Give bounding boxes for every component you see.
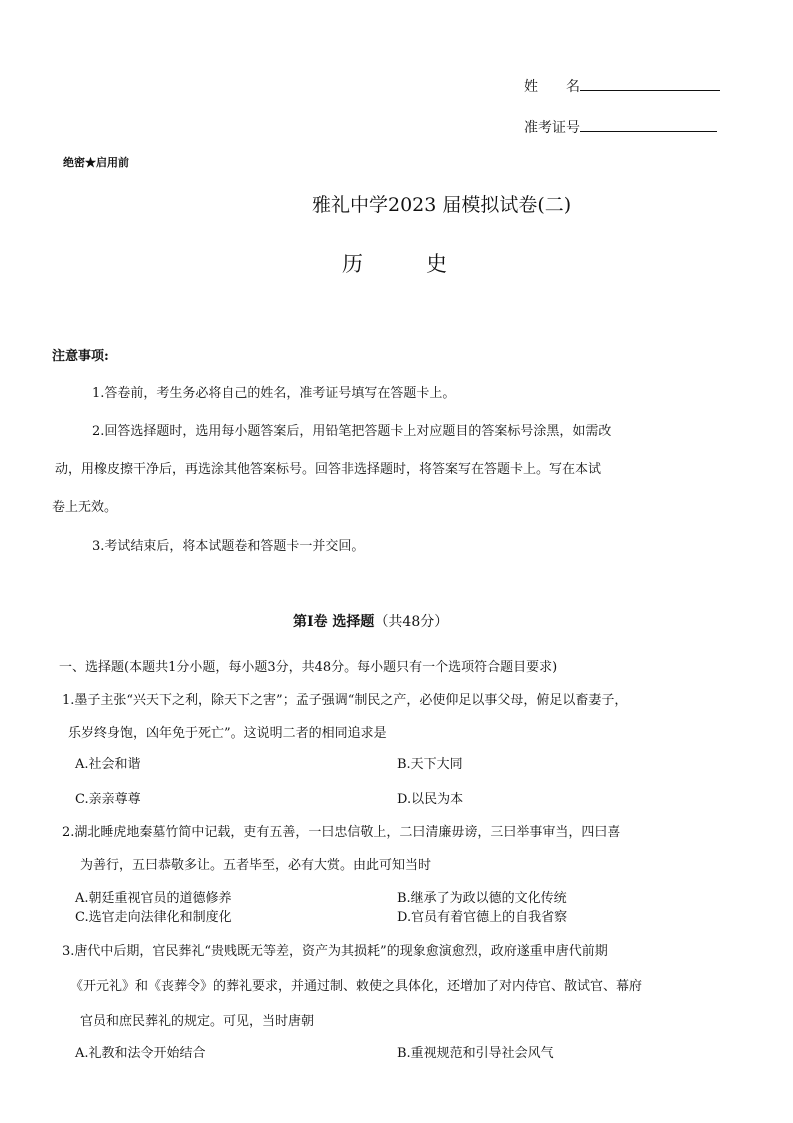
exam-id-field-row: [524, 117, 717, 137]
q3-option-a: A.礼教和法令开始结合: [75, 1046, 206, 1061]
secret-mark: 绝密★启用前: [63, 156, 129, 169]
note-item-1: 1.答卷前，考生务必将自己的姓名，准考证号填写在答题卡上。: [92, 386, 456, 401]
note-item-2-line-3: 卷上无效。: [52, 500, 118, 515]
section-title: 第Ⅰ卷 选择题: [293, 614, 375, 630]
exam-id-fill-line: [580, 117, 717, 132]
q1-option-c: C.亲亲尊尊: [75, 792, 141, 807]
q1-option-b: B.天下大同: [397, 757, 463, 772]
name-fill-line: [580, 76, 720, 91]
name-label: 姓 名: [524, 79, 580, 95]
section-title-row: [293, 611, 448, 631]
section-instruction: 一、选择题(本题共1分小题，每小题3分，共48分。每小题只有一个选项符合题目要求): [59, 660, 558, 675]
q3-stem-line-2: 《开元礼》和《丧葬令》的葬礼要求，并通过制、敕使之具体化，还增加了对内侍官、散试官、幕府: [70, 979, 643, 994]
exam-title: 雅礼中学2023 届模拟试卷(二): [312, 194, 572, 216]
q2-stem-line-1: 2.湖北睡虎地秦墓竹简中记载，吏有五善，一曰忠信敬上，二曰清廉毋谤，三曰举事审当，四曰喜: [62, 825, 621, 840]
q1-stem-line-2: 乐岁终身饱，凶年免于死亡”。这说明二者的相同追求是: [68, 726, 387, 741]
q2-option-d: D.官员有着官德上的自我省察: [397, 910, 568, 925]
q1-option-a: A.社会和谐: [75, 757, 141, 772]
note-item-2-line-2: 动，用橡皮擦干净后，再选涂其他答案标号。回答非选择题时，将答案写在答题卡上。写在本试: [55, 462, 602, 477]
name-field-row: [524, 76, 720, 96]
q2-stem-line-2: 为善行，五曰恭敬多让。五者毕至，必有大赏。由此可知当时: [80, 858, 432, 873]
q1-stem-line-1: 1.墨子主张“兴天下之利，除天下之害”；孟子强调“制民之产，必使仰足以事父母，俯足以畜妻子，: [62, 693, 628, 708]
q3-option-b: B.重视规范和引导社会风气: [397, 1046, 554, 1061]
subject-title: 历 史: [342, 252, 447, 276]
section-score: （共48分）: [374, 614, 449, 630]
q2-option-a: A.朝廷重视官员的道德修养: [75, 891, 232, 906]
notes-heading: 注意事项:: [52, 349, 109, 364]
note-item-3: 3.考试结束后，将本试题卷和答题卡一并交回。: [92, 539, 365, 554]
q3-stem-line-3: 官员和庶民葬礼的规定。可见，当时唐朝: [80, 1014, 315, 1029]
note-item-2-line-1: 2.回答选择题时，选用每小题答案后，用铅笔把答题卡上对应题目的答案标号涂黑，如需改: [92, 424, 612, 439]
q1-option-d: D.以民为本: [397, 792, 464, 807]
q2-option-c: C.选官走向法律化和制度化: [75, 910, 232, 925]
q3-stem-line-1: 3.唐代中后期，官民葬礼“贵贱既无等差，资产为其损耗”的现象愈演愈烈，政府遂重申唐代前期: [62, 944, 608, 959]
exam-id-label: 准考证号: [524, 120, 580, 136]
q2-option-b: B.继承了为政以德的文化传统: [397, 891, 567, 906]
